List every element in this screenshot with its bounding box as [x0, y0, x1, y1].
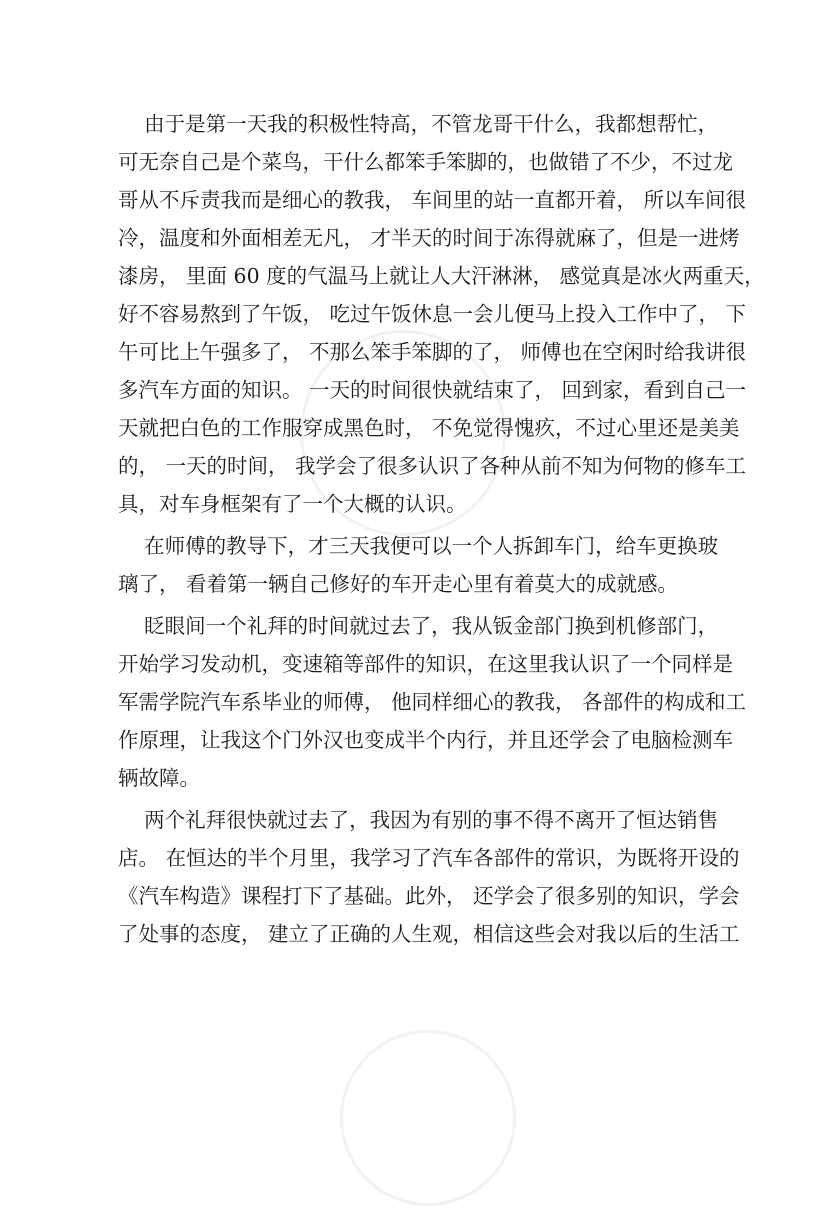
text-line: 由于是第一天我的积极性特高，不管龙哥干什么，我都想帮忙， [118, 112, 719, 136]
text-line: 军需学院汽车系毕业的师傅， 他同样细心的教我， 各部件的构成和工 [118, 690, 747, 714]
text-line: 具，对车身框架有了一个大概的认识。 [118, 492, 467, 516]
text-line: 冷，温度和外面相差无凡， 才半天的时间于冻得就麻了，但是一进烤 [118, 226, 740, 250]
text-line: 开始学习发动机，变速箱等部件的知识，在这里我认识了一个同样是 [118, 652, 733, 676]
paragraph-1 [118, 105, 765, 523]
paragraph-2 [118, 527, 719, 603]
text-line: 在师傅的教导下，才三天我便可以一个人拆卸车门，给车更换玻 [118, 534, 719, 558]
watermark-seal-bottom [340, 1030, 516, 1206]
text-line: 辆故障。 [118, 766, 200, 790]
text-line: 两个礼拜很快就过去了，我因为有别的事不得不离开了恒达销售 [118, 808, 719, 832]
text-line: 《汽车构造》课程打下了基础。此外， 还学会了很多别的知识，学会 [118, 884, 740, 908]
text-line: 店。 在恒达的半个月里，我学习了汽车各部件的常识，为既将开设的 [118, 846, 740, 870]
text-line: 了处事的态度， 建立了正确的人生观，相信这些会对我以后的生活工 [118, 922, 740, 946]
text-line: 的， 一天的时间， 我学会了很多认识了各种从前不知为何物的修车工 [118, 454, 747, 478]
text-line: 可无奈自己是个菜鸟，干什么都笨手笨脚的，也做错了不少，不过龙 [118, 150, 733, 174]
text-line: 多汽车方面的知识。 一天的时间很快就结束了， 回到家，看到自己一 [118, 378, 747, 402]
text-line: 眨眼间一个礼拜的时间就过去了，我从钣金部门换到机修部门， [118, 614, 719, 638]
text-line: 天就把白色的工作服穿成黑色时， 不免觉得愧疚，不过心里还是美美 [118, 416, 740, 440]
text-line: 午可比上午强多了， 不那么笨手笨脚的了， 师傅也在空闲时给我讲很 [118, 340, 747, 364]
paragraph-4 [118, 801, 740, 953]
document-body [118, 105, 765, 953]
paragraph-3 [118, 607, 747, 797]
text-line: 作原理，让我这个门外汉也变成半个内行，并且还学会了电脑检测车 [118, 728, 733, 752]
text-line: 哥从不斥责我而是细心的教我， 车间里的站一直都开着， 所以车间很 [118, 188, 747, 212]
text-line: 漆房， 里面 60 度的气温马上就让人大汗淋淋， 感觉真是冰火两重天， [118, 264, 765, 288]
text-line: 璃了， 看着第一辆自己修好的车开走心里有着莫大的成就感。 [118, 572, 679, 596]
text-line: 好不容易熬到了午饭， 吃过午饭休息一会儿便马上投入工作中了， 下 [118, 302, 747, 326]
